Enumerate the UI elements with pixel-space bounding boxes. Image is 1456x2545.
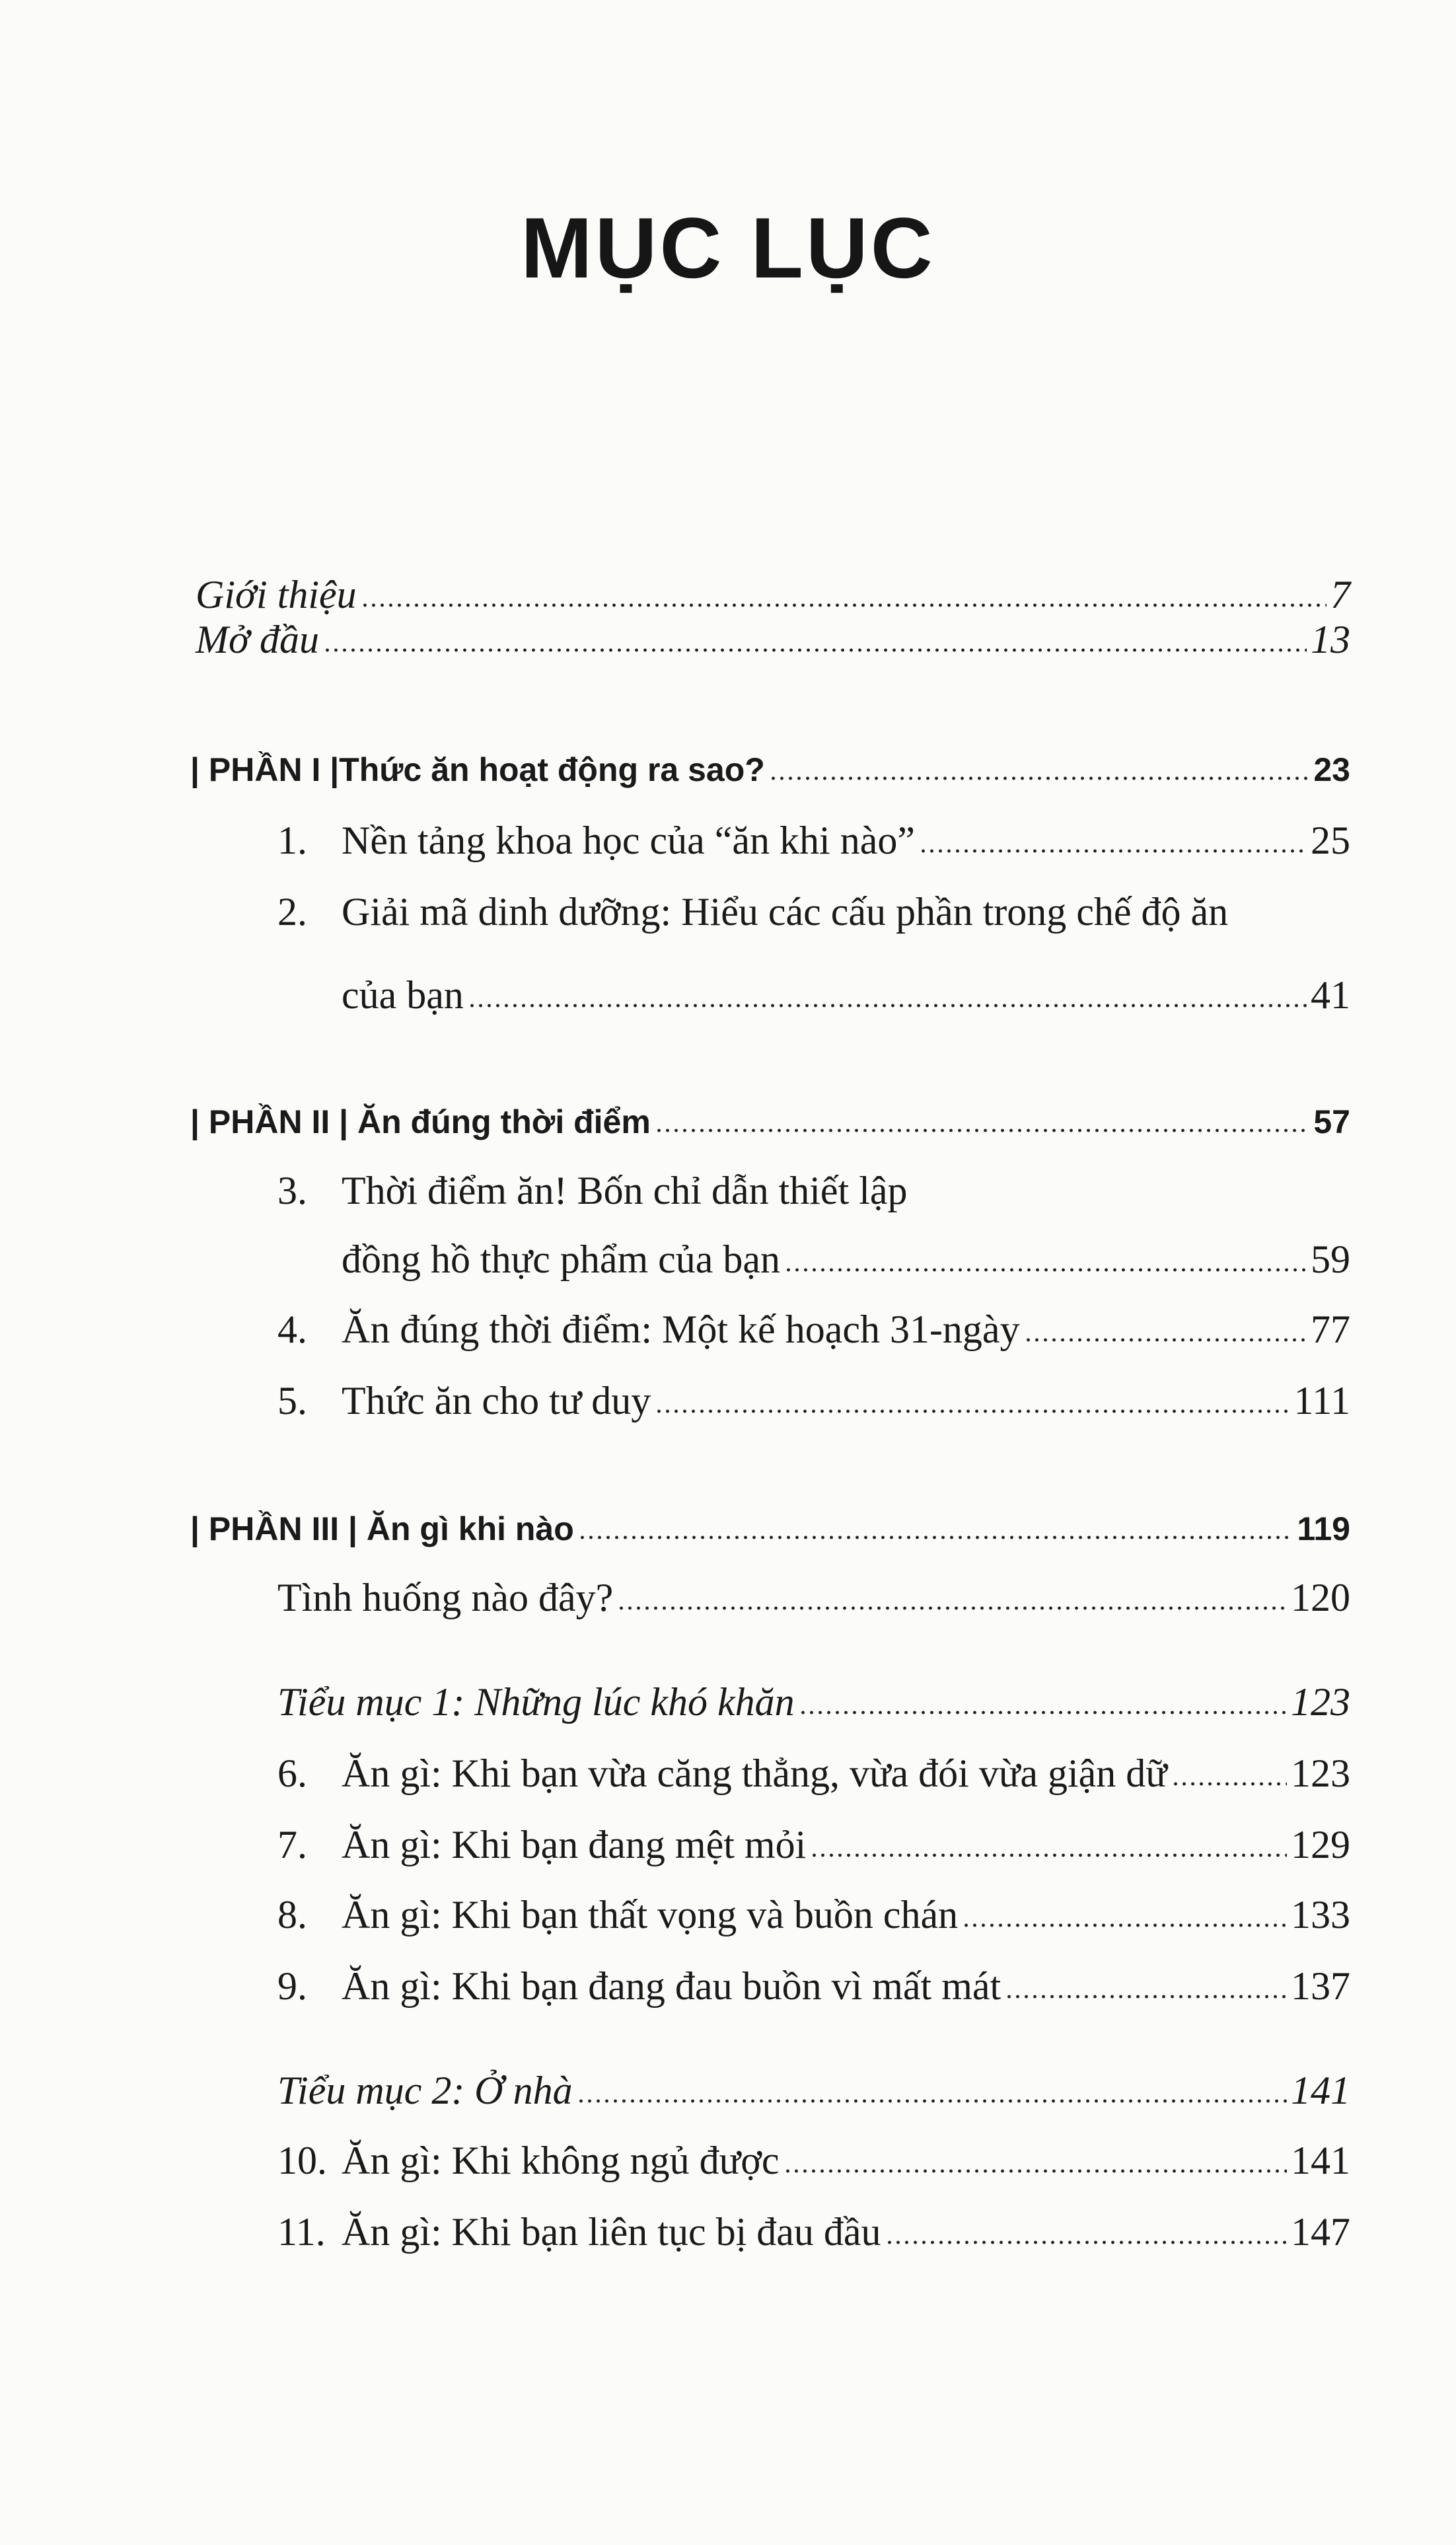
page-number: 59: [1311, 1237, 1350, 1281]
dot-leader: [1005, 1994, 1287, 1999]
page-title: MỤC LỤC: [521, 200, 935, 296]
toc-entry: [277, 2205, 1350, 2258]
entry-title: Ăn gì: Khi không ngủ được: [342, 2139, 780, 2182]
dot-leader: [885, 2240, 1287, 2245]
entry-title: Ăn gì: Khi bạn vừa căng thẳng, vừa đói vừa giận dữ: [342, 1752, 1167, 1795]
toc-entry: [277, 1888, 1350, 1941]
page-number: 123: [1291, 1680, 1350, 1724]
dot-leader: [1024, 1337, 1307, 1343]
toc-entry: [277, 1374, 1350, 1427]
entry-title: của bạn: [342, 973, 464, 1017]
entry-number: 10.: [277, 2139, 327, 2182]
entry-title: đồng hồ thực phẩm của bạn: [342, 1237, 781, 1281]
toc-entry: [277, 1818, 1350, 1871]
page-number: 77: [1311, 1308, 1350, 1351]
dot-leader: [1171, 1781, 1287, 1787]
dot-leader: [468, 1003, 1307, 1008]
page-number: 119: [1297, 1510, 1350, 1547]
page-number: 111: [1293, 1379, 1350, 1422]
entry-number: 4.: [277, 1308, 307, 1351]
entry-title: | PHẦN II | Ăn đúng thời điểm: [190, 1103, 651, 1140]
entry-title: Tiểu mục 2: Ở nhà: [277, 2069, 573, 2112]
entry-title: Ăn đúng thời điểm: Một kế hoạch 31-ngày: [342, 1308, 1020, 1351]
entry-number: 1.: [277, 819, 307, 862]
toc-entry: [277, 1960, 1350, 2012]
entry-title: | PHẦN I |Thức ăn hoạt động ra sao?: [190, 751, 765, 788]
page-number: 25: [1311, 819, 1350, 862]
entry-title: Thức ăn cho tư duy: [342, 1379, 651, 1422]
dot-leader: [783, 2168, 1287, 2174]
dot-leader: [577, 2098, 1287, 2104]
entry-number: 5.: [277, 1379, 307, 1422]
toc-entry: [277, 814, 1350, 867]
toc-entry: [277, 2064, 1350, 2117]
page-number: 57: [1313, 1103, 1350, 1140]
entry-title: Thời điểm ăn! Bốn chỉ dẫn thiết lập: [342, 1169, 908, 1212]
dot-leader: [655, 1128, 1310, 1133]
page-number: 41: [1311, 973, 1350, 1017]
page-number: 120: [1291, 1576, 1350, 1619]
toc-entry: [190, 743, 1350, 796]
entry-title: Mở đầu: [196, 618, 320, 661]
toc-entry: [277, 1571, 1350, 1624]
entry-title: Tình huống nào đây?: [277, 1576, 614, 1619]
entry-number: 6.: [277, 1752, 307, 1795]
toc-entry: [277, 1303, 1350, 1356]
page-number: 129: [1291, 1823, 1350, 1866]
page-number: 141: [1291, 2069, 1350, 2112]
entry-title: Ăn gì: Khi bạn đang đau buồn vì mất mát: [342, 1964, 1001, 2008]
toc-entry: [277, 2134, 1350, 2187]
dot-leader: [578, 1535, 1293, 1540]
entry-title: Nền tảng khoa học của “ăn khi nào”: [342, 819, 915, 862]
toc-entry: [196, 613, 1350, 666]
page-number: 147: [1291, 2210, 1350, 2254]
toc-entry: [277, 1747, 1350, 1800]
dot-leader: [784, 1267, 1307, 1272]
toc-entry: [342, 1233, 1350, 1286]
entry-number: 11.: [277, 2210, 326, 2254]
dot-leader: [323, 647, 1307, 653]
toc-entry: [277, 1164, 908, 1217]
page-number: 141: [1291, 2139, 1350, 2182]
dot-leader: [655, 1409, 1290, 1414]
dot-leader: [769, 776, 1310, 781]
dot-leader: [919, 848, 1307, 854]
entry-number: 2.: [277, 890, 307, 934]
page-number: 7: [1330, 573, 1350, 616]
entry-title: Giải mã dinh dưỡng: Hiểu các cấu phần trong chế độ ăn: [342, 890, 1229, 934]
entry-number: 3.: [277, 1169, 307, 1212]
toc-entry: [277, 1676, 1350, 1728]
entry-number: 7.: [277, 1823, 307, 1866]
toc-entry: [277, 885, 1228, 938]
dot-leader: [361, 603, 1327, 608]
page-number: 137: [1291, 1964, 1350, 2008]
entry-number: 9.: [277, 1964, 307, 2008]
page-number: 123: [1291, 1752, 1350, 1795]
entry-title: Ăn gì: Khi bạn thất vọng và buồn chán: [342, 1893, 959, 1936]
toc-entry: [342, 969, 1350, 1021]
entry-title: | PHẦN III | Ăn gì khi nào: [190, 1510, 574, 1547]
page-number: 133: [1291, 1893, 1350, 1936]
toc-entry: [190, 1095, 1350, 1148]
page-number: 13: [1311, 618, 1350, 661]
dot-leader: [962, 1923, 1287, 1928]
page-number: 23: [1313, 751, 1350, 788]
entry-title: Tiểu mục 1: Những lúc khó khăn: [277, 1680, 795, 1724]
toc-entry: [190, 1502, 1350, 1555]
entry-title: Ăn gì: Khi bạn liên tục bị đau đầu: [342, 2210, 881, 2254]
dot-leader: [799, 1710, 1287, 1715]
dot-leader: [810, 1853, 1287, 1858]
dot-leader: [617, 1605, 1287, 1611]
entry-number: 8.: [277, 1893, 307, 1936]
entry-title: Ăn gì: Khi bạn đang mệt mỏi: [342, 1823, 807, 1866]
entry-title: Giới thiệu: [196, 573, 357, 616]
